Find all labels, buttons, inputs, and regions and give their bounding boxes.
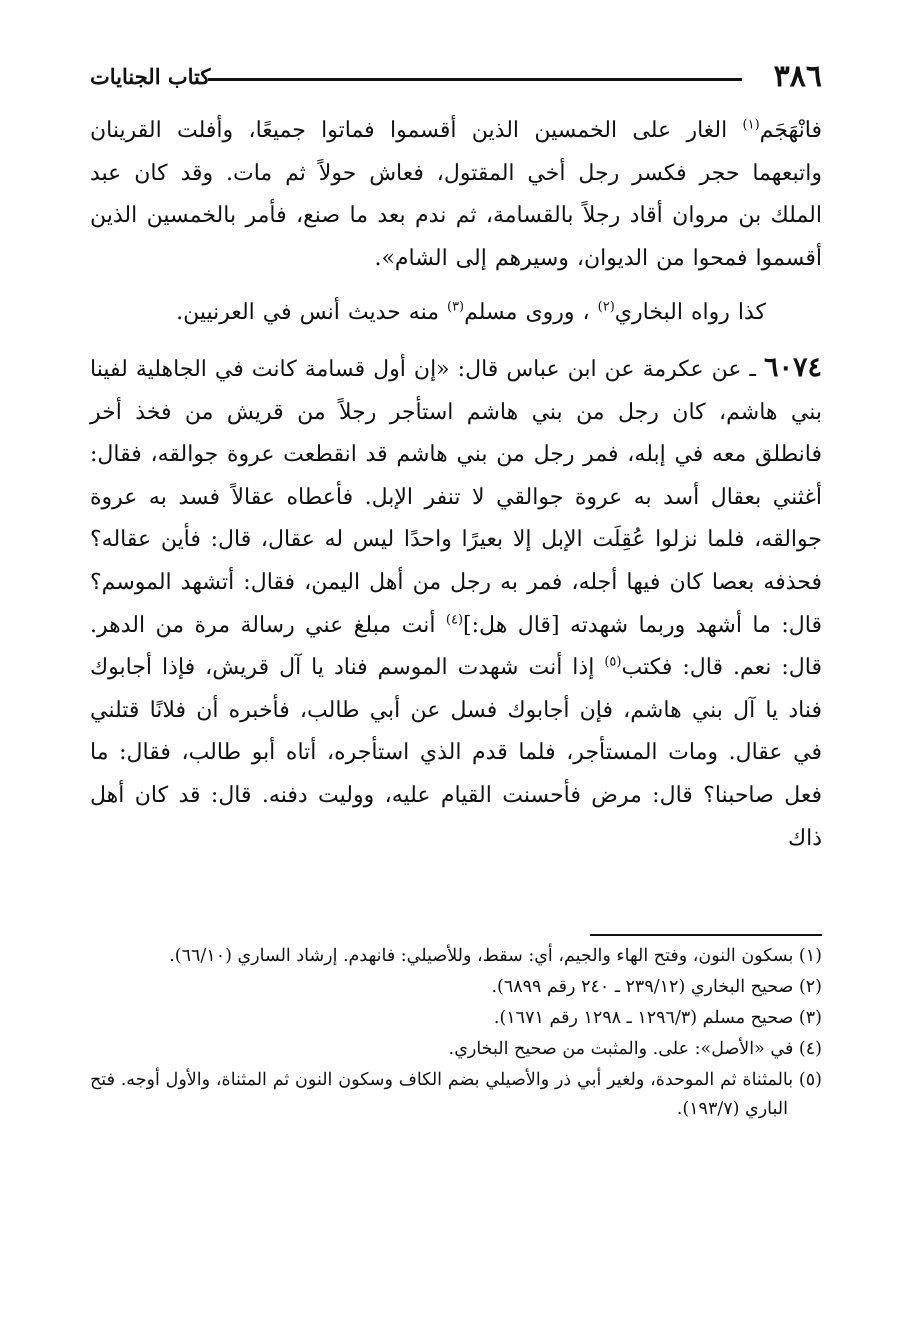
page-number: ٣٨٦ <box>773 59 822 94</box>
text-segment: كذا رواه البخاري <box>614 300 766 326</box>
header-rule <box>208 78 742 81</box>
footnote-2: (٢) صحيح البخاري (٢٣٩/١٢ ـ ٢٤٠ رقم ٦٨٩٩). <box>491 977 822 997</box>
footnote-ref-3[interactable]: (٣) <box>446 300 465 316</box>
footnote-ref-5[interactable]: (٥) <box>604 654 622 670</box>
hadith-number: ٦٠٧٤ <box>763 351 822 383</box>
running-header <box>90 56 822 96</box>
footnote-ref-4[interactable]: (٤) <box>445 612 464 628</box>
paragraph-continuation <box>90 110 822 280</box>
text-segment: أنت مبلغ عني رسالة مرة من الدهر. قال: نعم. قال: فكتب <box>90 612 822 681</box>
footnotes <box>90 942 822 1126</box>
body-text <box>90 110 822 860</box>
footnote-3: (٣) صحيح مسلم (١٢٩٦/٣ ـ ١٢٩٨ رقم ١٦٧١). <box>493 1008 822 1028</box>
paragraph-sources <box>90 292 822 335</box>
footnote-1: (١) بسكون النون، وفتح الهاء والجيم، أي: سقط، وللأصيلي: فانهدم. إرشاد الساري (٦٦/١٠). <box>169 946 822 966</box>
text-segment: إذا أنت شهدت الموسم فناد يا آل قريش، فإذا أجابوك فناد يا آل بني هاشم، فإن أجابوك فسل عن أبي طالب، فأخبره أن فلانًا قتلني في عقال. ومات المستأجر، فلما قدم الذي استأجره، أتاه أبو طالب، فقال: ما فعل صاحبنا؟ قال: مرض فأحسنت القيام عليه، ووليت دفنه. قال: قد كان أهل ذاك <box>90 655 822 851</box>
text-segment: ـ عن عكرمة عن ابن عباس قال: «إن أول قسامة كانت في الجاهلية لفينا بني هاشم، كان رجل من بني هاشم استأجر رجلاً من قريش من فخذ أخر فانطلق معه في إبله، فمر رجل من بني هاشم قد انقطعت عروة جوالقه، فقال: أغثني بعقال أسد به عروة جوالقي لا تنفر الإبل. فأعطاه عقالاً فسد به عروة جوالقه، فلما نزلوا عُقِلَت الإبل إلا بعيرًا واحدًا ليس له عقال، قال: فأين عقاله؟ فحذفه بعصا كان فيها أجله، فمر به رجل من أهل اليمن، فقال: أتشهد الموسم؟ قال: ما أشهد وربما شهدته [قال هل:] <box>90 356 822 638</box>
text-segment: الغار على الخمسين الذين أقسموا فماتوا جميعًا، وأفلت القرينان واتبعهما حجر فكسر رجل أخي المقتول، فعاش حولاً ثم مات. وقد كان عبد الملك بن مروان أقاد رجلاً بالقسامة، ثم ندم بعد ما صنع، فأمر بالخمسين الذين أقسموا فمحوا من الديوان، وسيرهم إلى الشام». <box>90 118 822 271</box>
footnote-4: (٤) في «الأصل»: على. والمثبت من صحيح البخاري. <box>448 1039 822 1059</box>
footnote-ref-1[interactable]: (١) <box>742 117 760 133</box>
text-segment: ، وروى مسلم <box>464 300 598 326</box>
footnote-separator <box>590 934 822 936</box>
footnote-ref-2[interactable]: (٢) <box>597 300 615 316</box>
hadith-paragraph <box>90 347 822 860</box>
text-segment: فانْهَجَم <box>759 118 822 143</box>
text-segment: منه حديث أنس في العرنيين. <box>176 300 447 326</box>
chapter-title: كتاب الجنايات <box>90 64 211 89</box>
footnote-5: (٥) بالمثناة ثم الموحدة، ولغير أبي ذر والأصيلي بضم الكاف وسكون النون ثم المثناة، والأول أوجه. فتح الباري (١٩٣/٧). <box>90 1070 822 1119</box>
